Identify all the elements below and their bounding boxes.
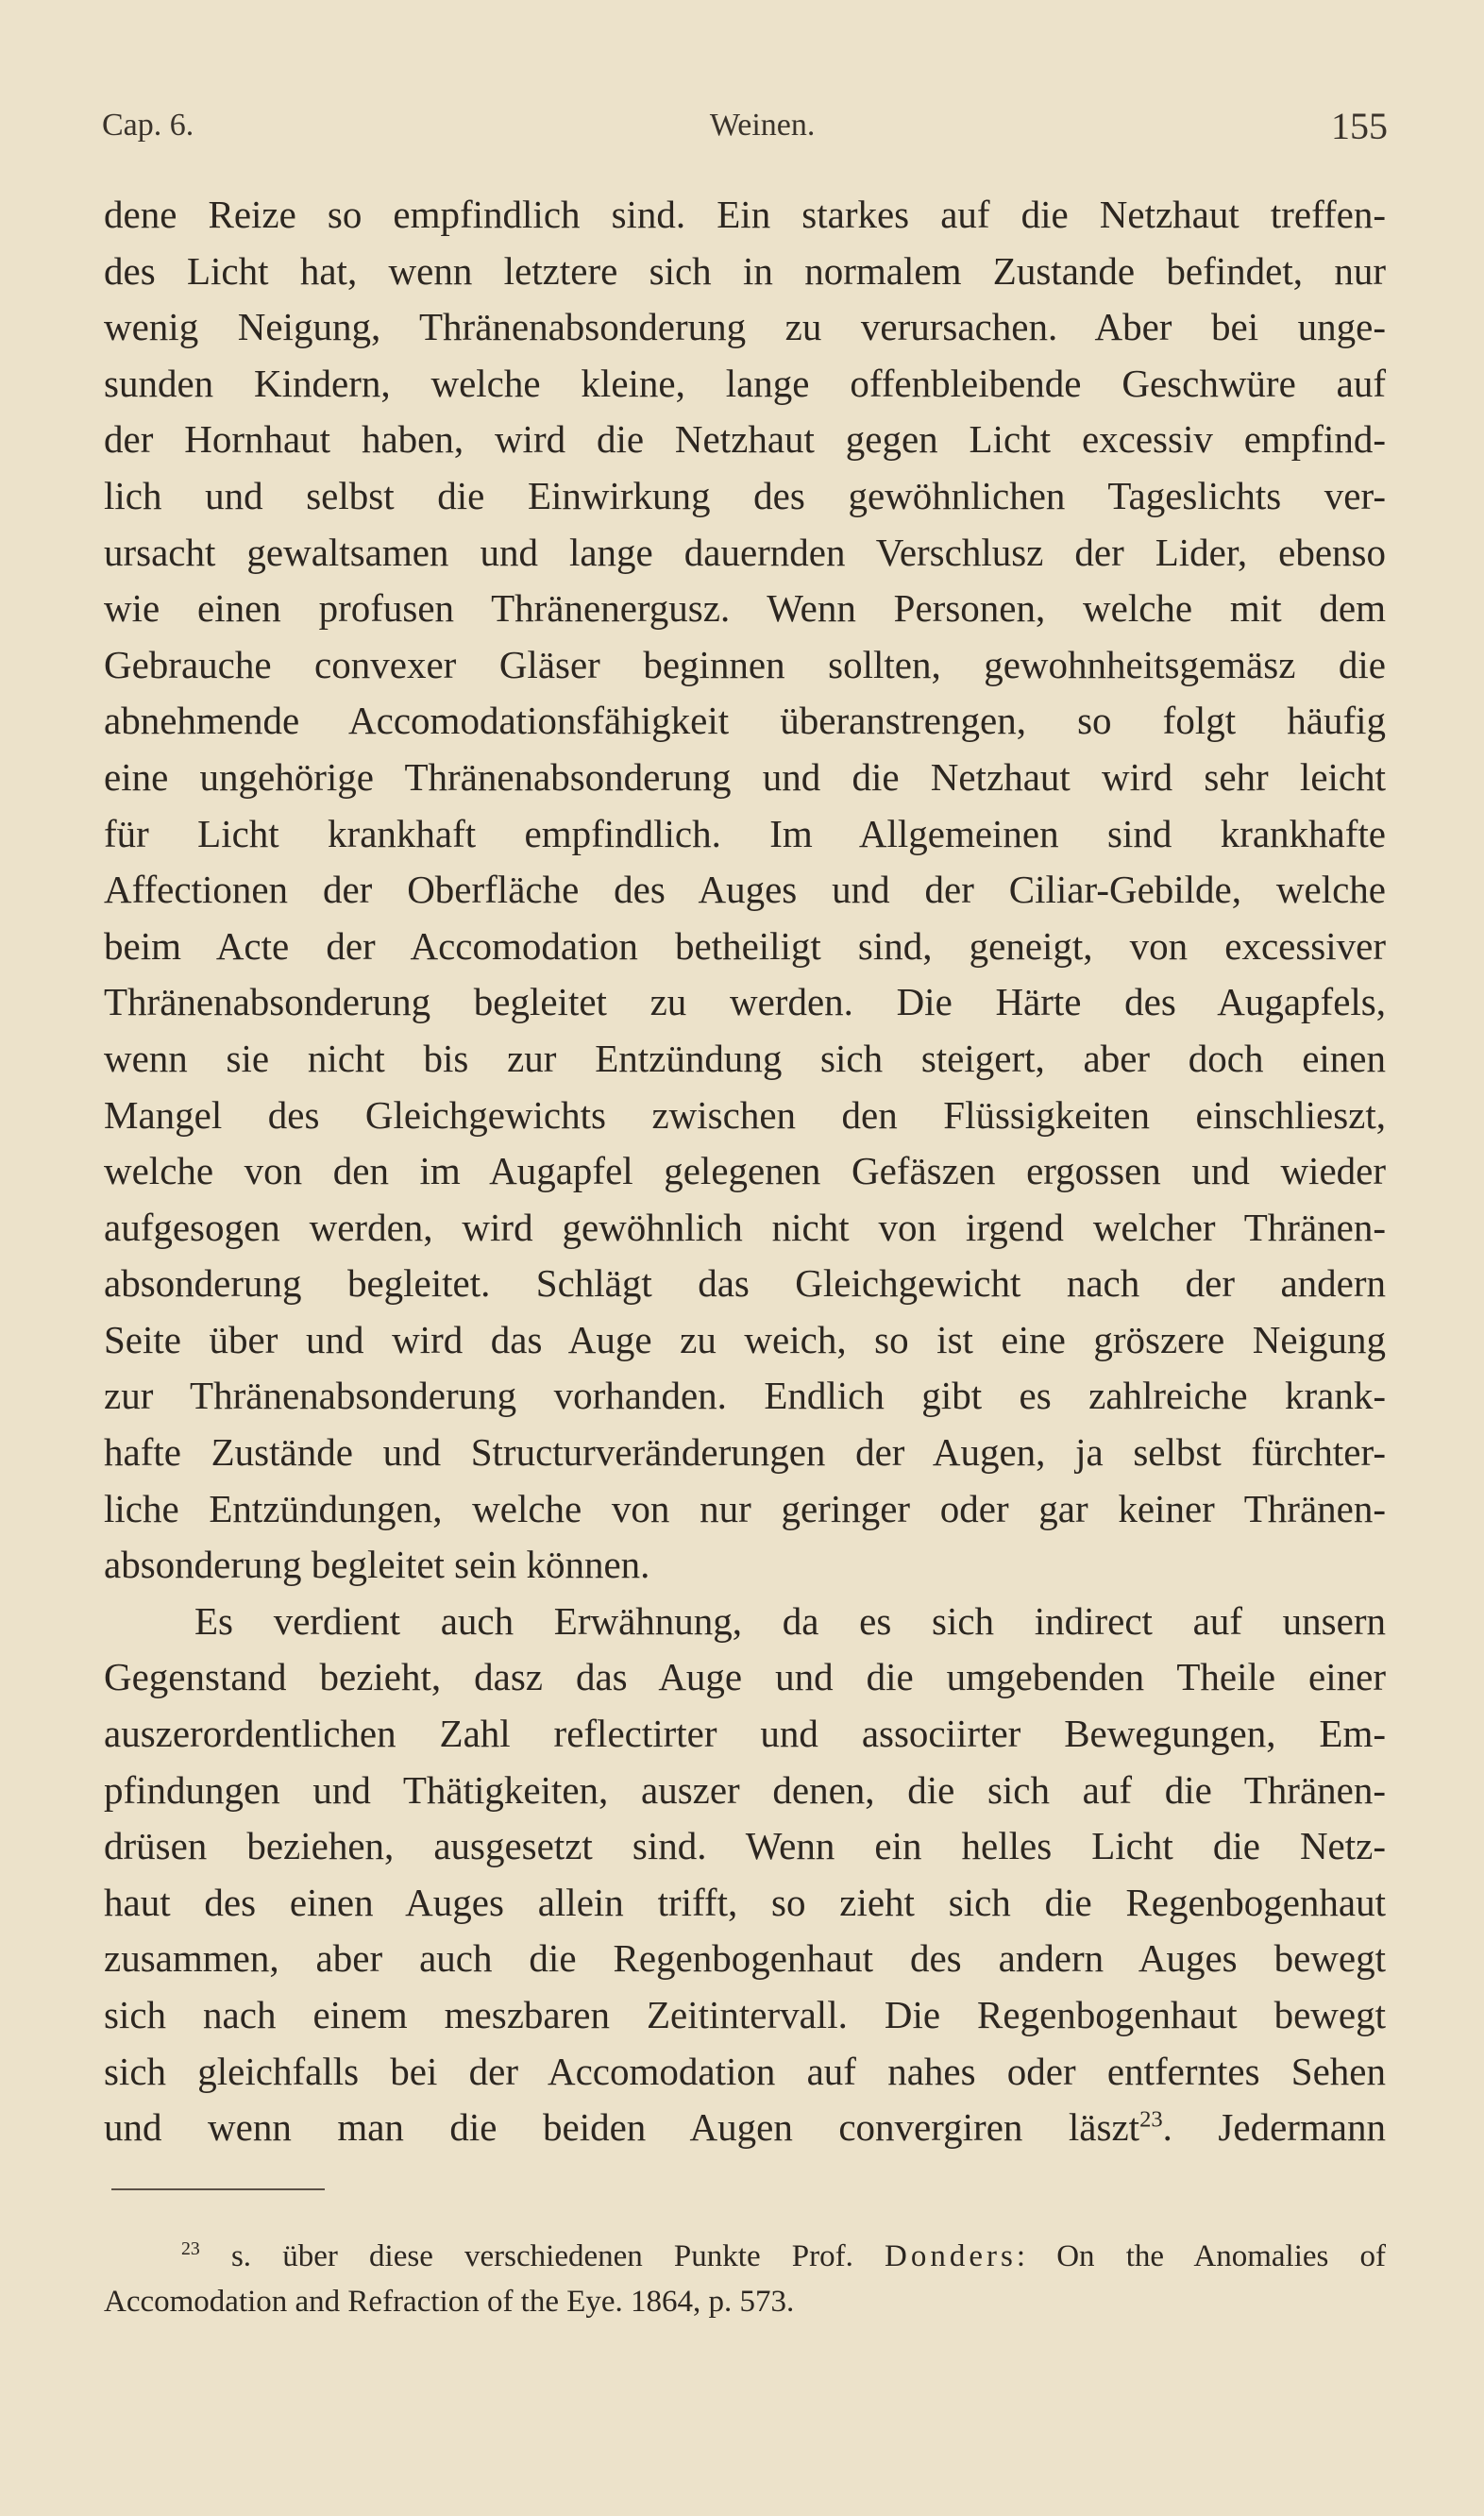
footnote-author: Donders [885, 2239, 1017, 2273]
text-line: Seite über und wird das Auge zu weich, so ist eine gröszere Neigung [104, 1317, 1386, 1361]
text-line: auszerordentlichen Zahl reflectirter und associirter Bewegungen, Em- [104, 1712, 1386, 1756]
text-line: zur Thränenabsonderung vorhanden. Endlich gibt es zahlreiche krank- [104, 1374, 1386, 1418]
text-line: Affectionen der Oberfläche des Auges und der Ciliar-Gebilde, welche [104, 868, 1386, 912]
body-text [104, 187, 1386, 2156]
text-line: Gegenstand bezieht, dasz das Auge und die umgebenden Theile einer [104, 1655, 1386, 1699]
text-line: des Licht hat, wenn letztere sich in normalem Zustande befindet, nur [104, 248, 1386, 293]
text-line: sich nach einem meszbaren Zeitintervall. Die Regenbogenhaut bewegt [104, 1993, 1386, 2036]
text-line: lich und selbst die Einwirkung des gewöhnlichen Tageslichts ver- [104, 473, 1386, 517]
text-line: sich gleichfalls bei der Accomodation auf nahes oder entferntes Sehen [104, 2049, 1386, 2093]
footnote-reference[interactable]: 23 [1139, 2106, 1163, 2133]
text-line: absonderung begleitet. Schlägt das Gleichgewicht nach der andern [104, 1261, 1386, 1306]
text-line: Es verdient auch Erwähnung, da es sich indirect auf unsern [194, 1598, 1386, 1643]
text-line-start: und wenn man die beiden Augen convergiren läszt [104, 2105, 1140, 2150]
text-line: Gebrauche convexer Gläser beginnen sollten, gewohnheitsgemäsz die [104, 642, 1386, 686]
paragraph-1 [104, 187, 1386, 1594]
text-line: sunden Kindern, welche kleine, lange offenbleibende Geschwüre auf [104, 361, 1386, 405]
text-line-end: . Jedermann [1162, 2105, 1387, 2150]
text-line: aufgesogen werden, wird gewöhnlich nicht von irgend welcher Thränen- [104, 1205, 1386, 1249]
text-line: Mangel des Gleichgewichts zwischen den Flüssigkeiten einschlieszt, [104, 1092, 1386, 1137]
text-line: haut des einen Auges allein trifft, so zieht sich die Regenbogenhaut [104, 1880, 1386, 1924]
footnote-divider [111, 2188, 325, 2190]
text-line: wenn sie nicht bis zur Entzündung sich steigert, aber doch einen [104, 1036, 1386, 1080]
text-line: zusammen, aber auch die Regenbogenhaut des andern Auges bewegt [104, 1936, 1386, 1981]
page-title: Weinen. [709, 108, 816, 143]
text-line: eine ungehörige Thränenabsonderung und die Netzhaut wird sehr leicht [104, 754, 1386, 799]
text-line: dene Reize so empfindlich sind. Ein starkes auf die Netzhaut treffen- [104, 193, 1386, 236]
page-number: 155 [1331, 104, 1388, 147]
text-line: liche Entzündungen, welche von nur geringer oder gar keiner Thränen- [104, 1486, 1386, 1530]
footnote-text-start: s. über diese verschiedenen Punkte Prof. [230, 2239, 853, 2273]
footnote-text-end: : On the Anomalies of [1016, 2239, 1387, 2273]
text-line: absonderung begleitet sein können. [104, 1543, 650, 1587]
text-line: wie einen profusen Thränenergusz. Wenn Personen, welche mit dem [104, 586, 1386, 631]
text-line: abnehmende Accomodationsfähigkeit überanstrengen, so folgt häufig [104, 699, 1386, 743]
text-line: Thränenabsonderung begleitet zu werden. Die Härte des Augapfels, [104, 980, 1386, 1024]
footnote-line: Accomodation and Refraction of the Eye. 1864, p. 573. [104, 2285, 795, 2319]
text-line: pfindungen und Thätigkeiten, auszer denen, die sich auf die Thränen- [104, 1767, 1386, 1812]
text-line: welche von den im Augapfel gelegenen Gefäszen ergossen und wieder [104, 1149, 1386, 1193]
text-line: ursacht gewaltsamen und lange dauernden Verschlusz der Lider, ebenso [104, 530, 1386, 574]
text-line: hafte Zustände und Structurveränderungen der Augen, ja selbst fürchter- [104, 1430, 1386, 1475]
text-line: der Hornhaut haben, wird die Netzhaut gegen Licht excessiv empfind- [104, 417, 1386, 462]
paragraph-2 [104, 1594, 1386, 2156]
text-line: beim Acte der Accomodation betheiligt sind, geneigt, von excessiver [104, 923, 1386, 968]
footnote [104, 2234, 1386, 2324]
running-header [102, 102, 1388, 149]
footnote-marker: 23 [181, 2238, 200, 2259]
chapter-label: Cap. 6. [102, 108, 194, 143]
text-line: wenig Neigung, Thränenabsonderung zu verursachen. Aber bei unge- [104, 305, 1386, 349]
footnote-line [104, 2234, 1386, 2279]
text-line: für Licht krankhaft empfindlich. Im Allgemeinen sind krankhafte [104, 811, 1386, 855]
text-line [104, 2100, 1386, 2156]
text-line: drüsen beziehen, ausgesetzt sind. Wenn ein helles Licht die Netz- [104, 1824, 1386, 1868]
